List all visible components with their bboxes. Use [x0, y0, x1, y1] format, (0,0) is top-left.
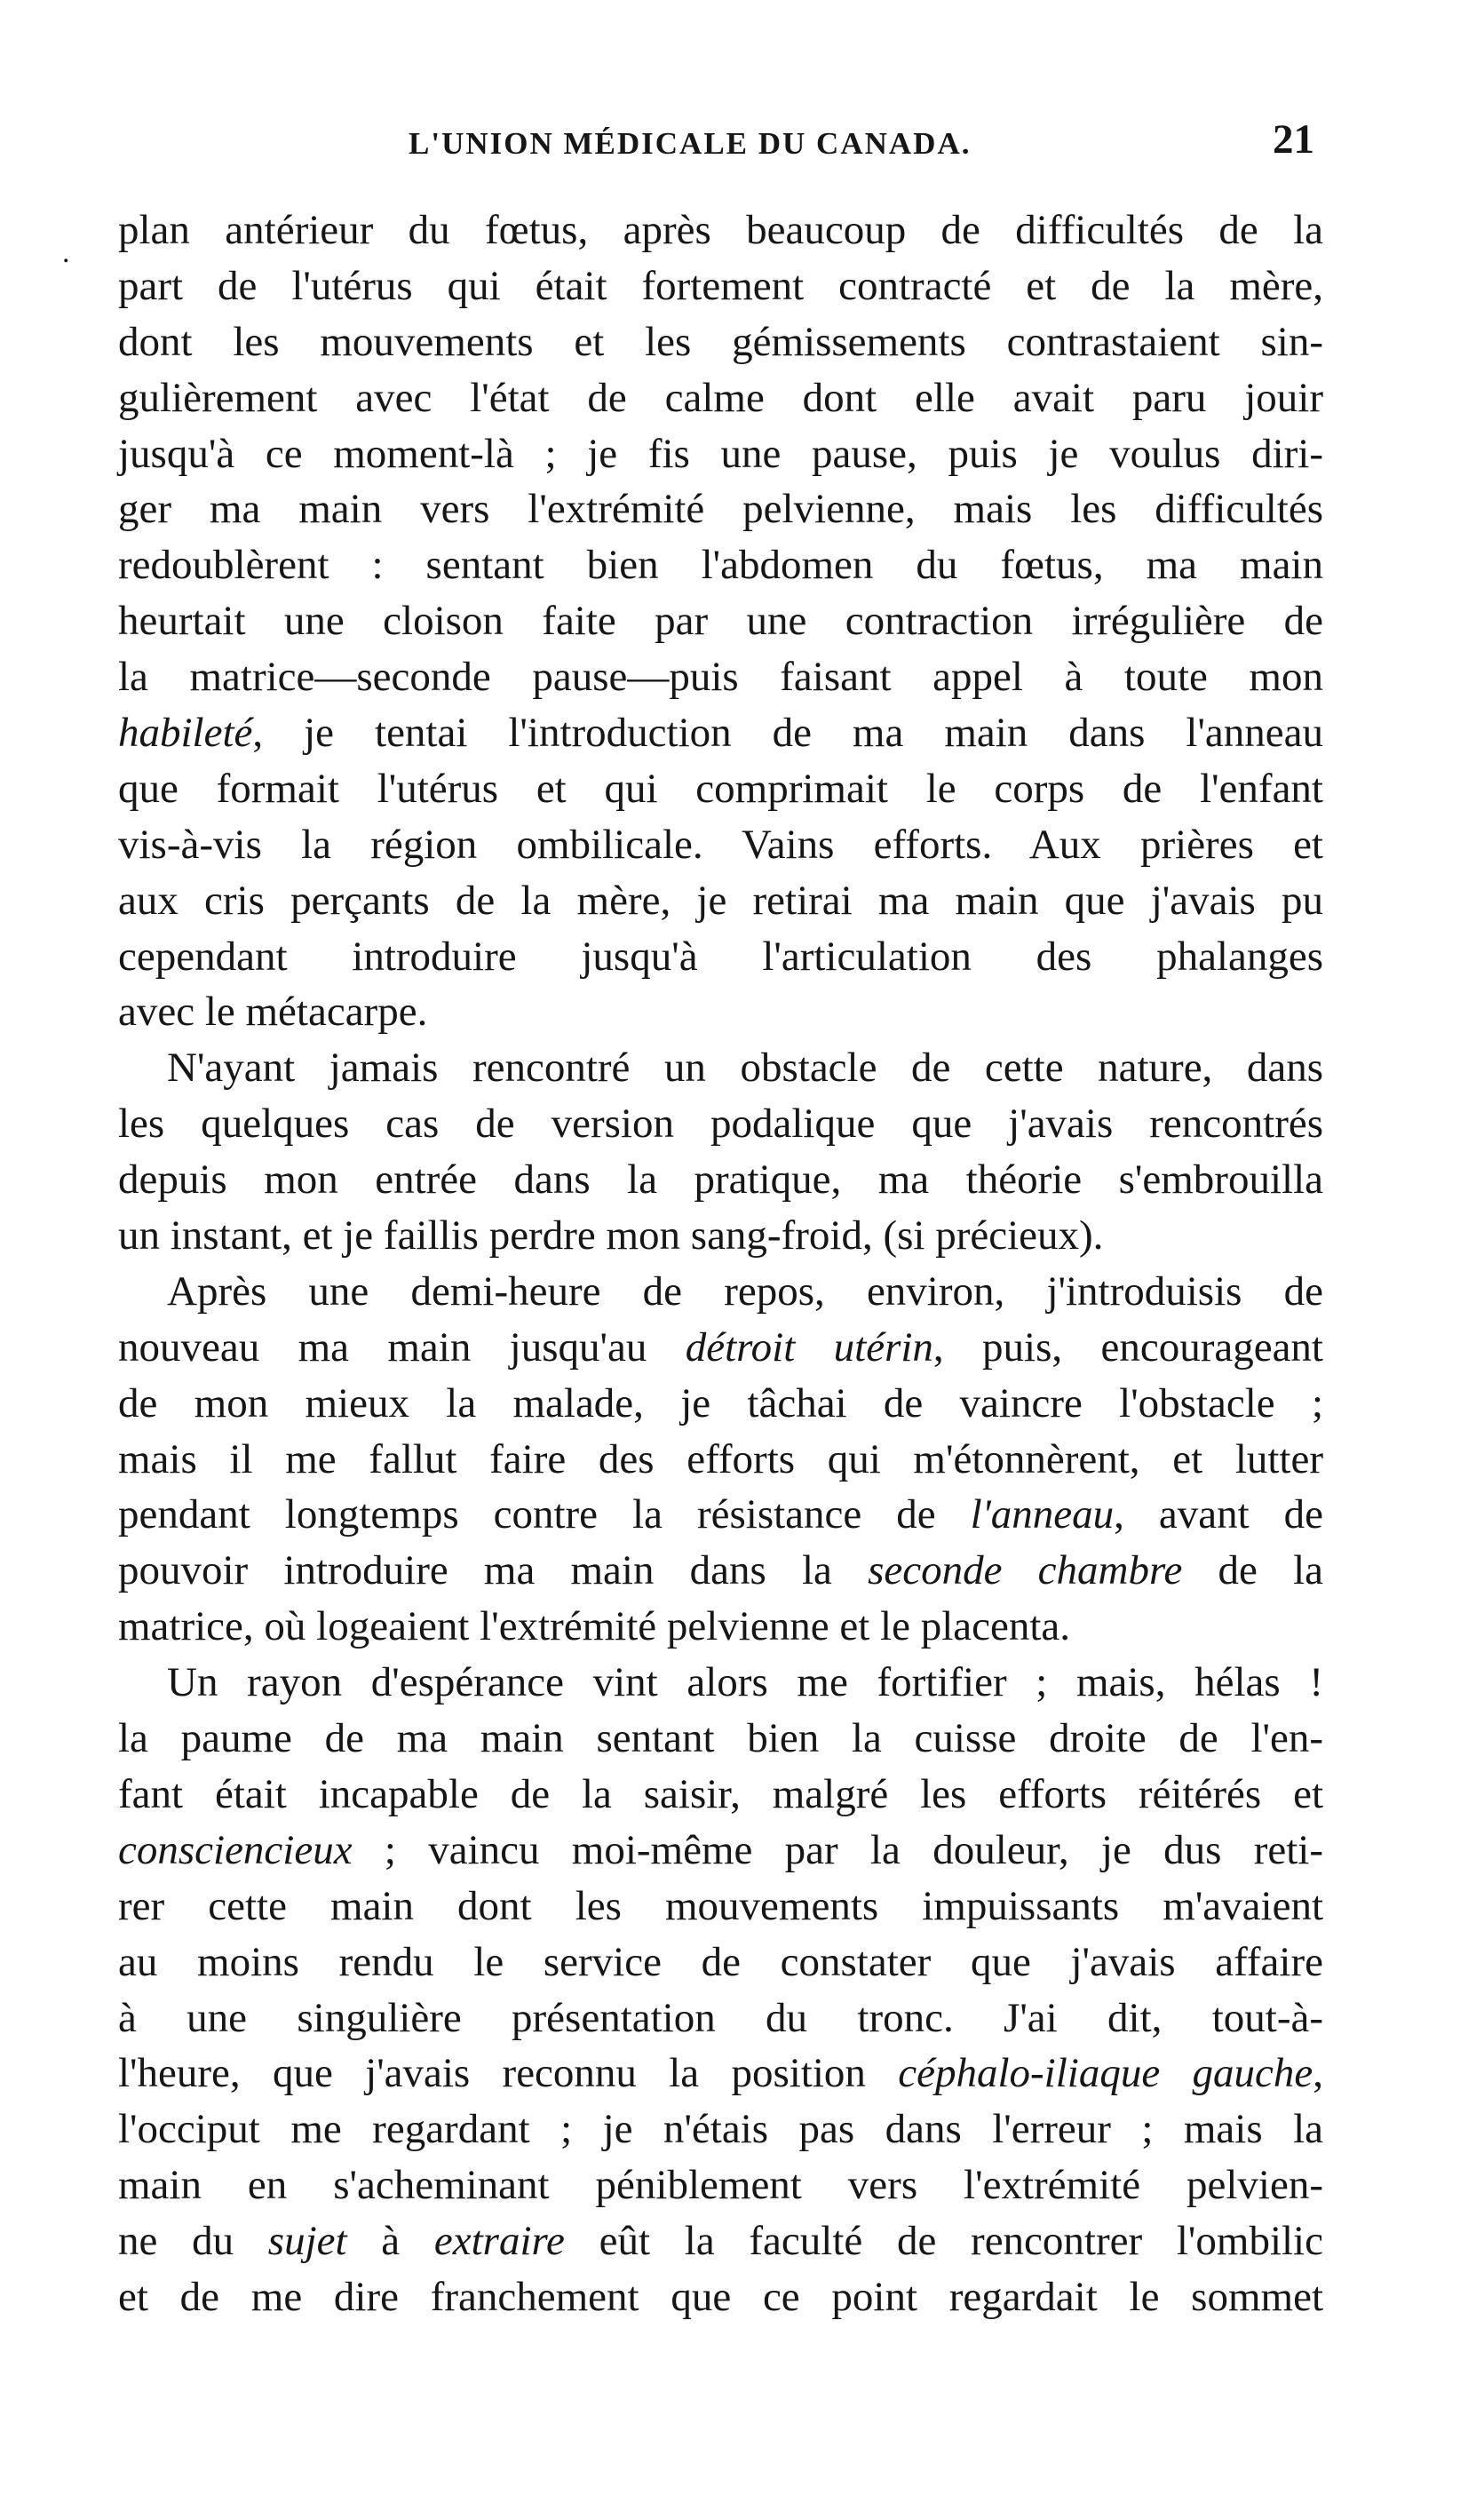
text-segment: pouvoir introduire ma main dans la	[118, 1547, 869, 1594]
text-line: l'occiput me regardant ; je n'étais pas dans l'erreur ; mais la	[118, 2106, 1323, 2153]
margin-mark: .	[62, 236, 70, 269]
text-line: un instant, et je faillis perdre mon sang-froid, (si précieux).	[118, 1212, 1104, 1259]
text-line	[118, 1543, 1323, 1599]
text-segment: ,	[1313, 2050, 1323, 2097]
text-line: jusqu'à ce moment-là ; je fis une pause, puis je voulus diri-	[118, 430, 1323, 477]
italic-text: consciencieux	[118, 1826, 353, 1873]
italic-text: seconde chambre	[868, 1547, 1183, 1594]
text-segment: nouveau ma main jusqu'au	[118, 1323, 686, 1371]
text-line: à une singulière présentation du tronc. J'ai dit, tout-à-	[118, 1994, 1323, 2041]
text-segment: ne du	[118, 2218, 268, 2265]
text-line: dont les mouvements et les gémissements contrastaient sin-	[118, 318, 1323, 365]
text-segment: eût la faculté de rencontrer l'ombilic	[564, 2218, 1323, 2265]
text-line: de mon mieux la malade, je tâchai de vaincre l'obstacle ;	[118, 1379, 1323, 1426]
text-line: rer cette main dont les mouvements impuissants m'avaient	[118, 1882, 1323, 1929]
text-line: mais il me fallut faire des efforts qui m'étonnèrent, et lutter	[118, 1435, 1323, 1482]
text-line	[118, 2046, 1323, 2102]
text-line: la paume de ma main sentant bien la cuisse droite de l'en-	[118, 1715, 1323, 1762]
page-number: 21	[1273, 116, 1314, 163]
text-line: matrice, où logeaient l'extrémité pelvienne et le placenta.	[118, 1603, 1071, 1650]
text-line: gulièrement avec l'état de calme dont elle avait paru jouir	[118, 374, 1323, 421]
text-line: Après une demi-heure de repos, environ, j'introduisis de	[167, 1267, 1323, 1315]
italic-text: détroit utérin	[685, 1323, 933, 1371]
running-title: L'UNION MÉDICALE DU CANADA.	[409, 126, 972, 161]
text-line: N'ayant jamais rencontré un obstacle de cette nature, dans	[167, 1045, 1323, 1092]
text-line: redoublèrent : sentant bien l'abdomen du fœtus, ma main	[118, 542, 1323, 589]
text-line: heurtait une cloison faite par une contraction irrégulière de	[118, 598, 1323, 645]
text-line: aux cris perçants de la mère, je retirai ma main que j'avais pu	[118, 877, 1323, 924]
text-segment: , je tentai l'introduction de ma main dans l'anneau	[252, 710, 1323, 757]
text-line: les quelques cas de version podalique que j'avais rencontrés	[118, 1101, 1323, 1148]
text-segment: , avant de	[1114, 1491, 1324, 1538]
text-segment: de la	[1182, 1547, 1323, 1594]
text-segment: , puis, encourageant	[932, 1323, 1323, 1371]
text-line: ger ma main vers l'extrémité pelvienne, mais les difficultés	[118, 486, 1323, 533]
text-line	[118, 1487, 1323, 1543]
text-line: main en s'acheminant péniblement vers l'extrémité pelvien-	[118, 2162, 1323, 2209]
text-line: et de me dire franchement que ce point regardait le sommet	[118, 2273, 1323, 2320]
italic-text: sujet	[267, 2218, 347, 2265]
text-line	[118, 1823, 1323, 1879]
text-segment: l'heure, que j'avais reconnu la position	[118, 2050, 899, 2097]
italic-text: extraire	[433, 2218, 565, 2265]
text-segment: pendant longtemps contre la résistance de	[118, 1491, 971, 1538]
text-line: la matrice—seconde pause—puis faisant appel à toute mon	[118, 654, 1323, 701]
italic-text: l'anneau	[970, 1491, 1115, 1538]
text-line: plan antérieur du fœtus, après beaucoup de difficultés de la	[118, 207, 1323, 253]
text-line: au moins rendu le service de constater que j'avais affaire	[118, 1938, 1323, 1985]
text-line	[118, 1320, 1323, 1376]
text-line: avec le métacarpe.	[118, 989, 428, 1036]
text-line: depuis mon entrée dans la pratique, ma théorie s'embrouilla	[118, 1156, 1323, 1204]
text-line: Un rayon d'espérance vint alors me fortifier ; mais, hélas !	[167, 1659, 1323, 1706]
text-segment: ; vaincu moi-même par la douleur, je dus reti-	[352, 1826, 1323, 1873]
running-head	[115, 115, 1332, 178]
text-line: part de l'utérus qui était fortement contracté et de la mère,	[118, 262, 1323, 309]
text-line	[118, 705, 1323, 761]
body-text	[118, 203, 1323, 2325]
text-segment: à	[346, 2218, 434, 2265]
text-line: vis-à-vis la région ombilicale. Vains efforts. Aux prières et	[118, 821, 1323, 868]
text-line: fant était incapable de la saisir, malgré les efforts réitérés et	[118, 1770, 1323, 1817]
text-line: cependant introduire jusqu'à l'articulation des phalanges	[118, 933, 1323, 980]
italic-text: céphalo-iliaque gauche	[898, 2050, 1313, 2097]
text-line: que formait l'utérus et qui comprimait le corps de l'enfant	[118, 765, 1323, 812]
text-line	[118, 2213, 1323, 2269]
italic-text: habileté	[118, 710, 253, 757]
